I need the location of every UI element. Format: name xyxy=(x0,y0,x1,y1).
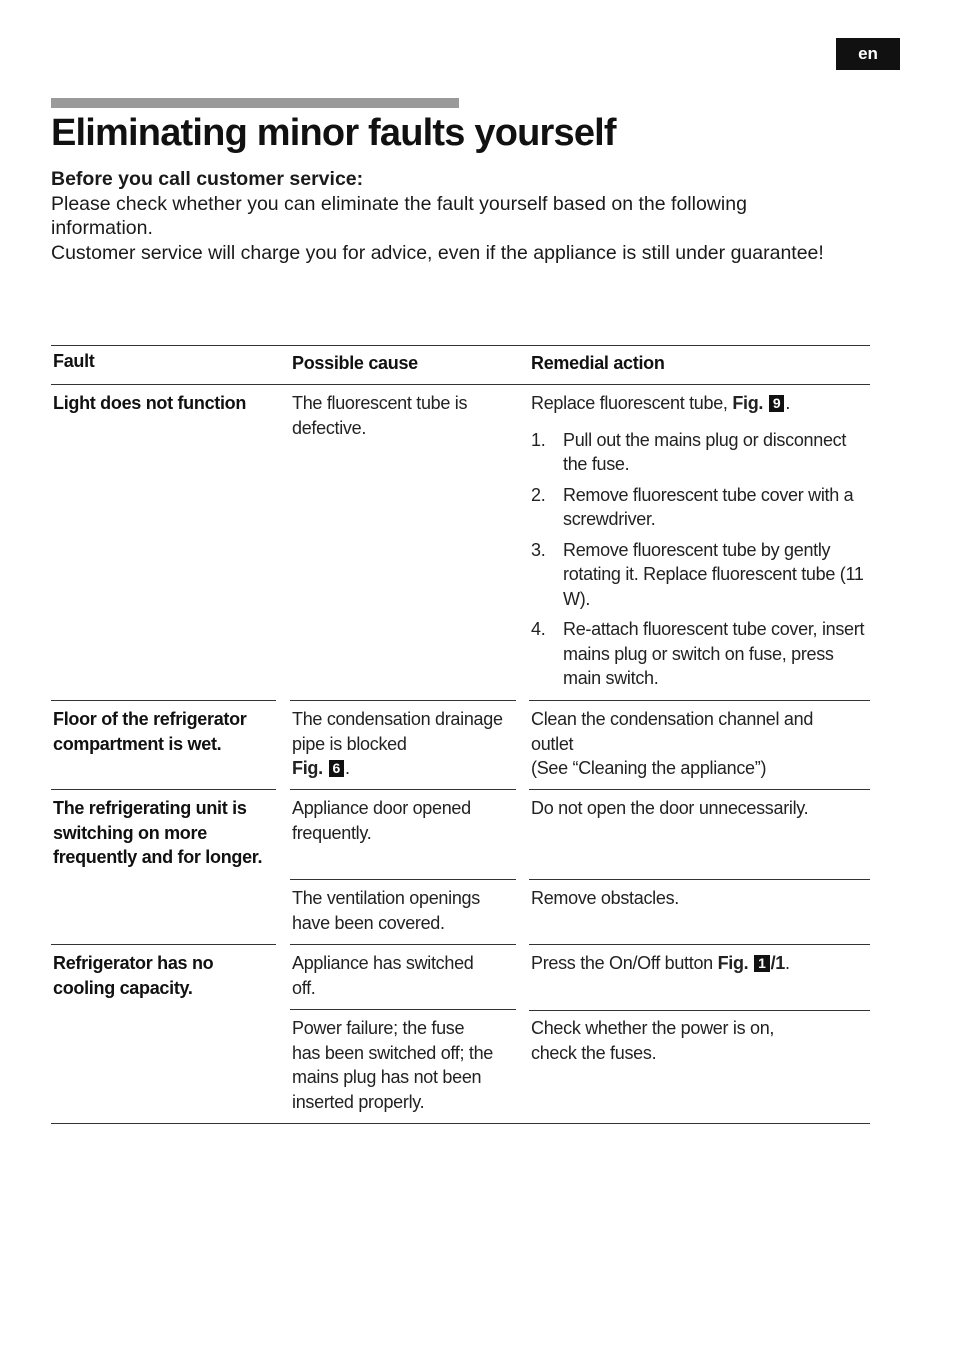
intro-paragraph-2: Customer service will charge you for advice, even if the appliance is still under guarantee! xyxy=(51,241,824,264)
row1-action-intro-text: Replace fluorescent tube, xyxy=(531,393,728,413)
row2-action-line2: (See “Cleaning the appliance”) xyxy=(531,758,767,778)
intro-paragraph-1: Please check whether you can eliminate the fault yourself based on the following information. xyxy=(51,192,747,239)
row3-fault-rule xyxy=(51,944,276,945)
row4a-cause-rule xyxy=(290,1009,516,1010)
row4-action-b: Check whether the power is on, check the fuses. xyxy=(531,1018,775,1063)
table-top-rule xyxy=(51,345,870,346)
header-bottom-rule xyxy=(51,384,870,385)
header-cause: Possible cause xyxy=(292,353,418,373)
row2-fault-rule xyxy=(51,789,276,790)
row2-fault: Floor of the refrigerator compartment is wet. xyxy=(53,709,247,754)
row2-cause-text: The condensation drainage pipe is blocked xyxy=(292,709,503,754)
row4-action-a: Press the On/Off button Fig. 1 /1. xyxy=(531,953,790,973)
row2-action-line1: Clean the condensation channel and outlet xyxy=(531,709,814,754)
page-title: Eliminating minor faults yourself xyxy=(51,112,616,154)
row3-action-a: Do not open the door unnecessarily. xyxy=(531,798,809,818)
row4a-action-rule xyxy=(529,1010,870,1011)
row1-action-rule xyxy=(529,700,870,701)
fig-label: Fig. xyxy=(292,758,323,778)
row3-cause-b: The ventilation openings have been covered. xyxy=(292,888,480,933)
list-item: 1. Pull out the mains plug or disconnect the fuse. xyxy=(531,429,847,474)
row3a-cause-rule xyxy=(290,879,516,880)
row2-cause: The condensation drainage pipe is blocked Fig. 6 . xyxy=(292,709,503,778)
intro-section xyxy=(51,167,851,265)
row2-action-rule xyxy=(529,789,870,790)
row3-action-rule xyxy=(529,944,870,945)
row1-fault: Light does not function xyxy=(53,393,247,413)
row1-fault-rule xyxy=(51,700,276,701)
fig-6-badge: 6 xyxy=(329,760,345,777)
row4-action-a-text: Press the On/Off button xyxy=(531,953,713,973)
row4-cause-b: Power failure; the fuse has been switched off; the mains plug has not been inserted properly. xyxy=(292,1018,494,1112)
header-action: Remedial action xyxy=(531,353,665,373)
row3-cause-a: Appliance door opened frequently. xyxy=(292,798,471,843)
list-item: 4. Re-attach fluorescent tube cover, insert mains plug or switch on fuse, press main switch. xyxy=(531,619,865,688)
list-item: 3. Remove fluorescent tube by gently rotating it. Replace fluorescent tube (11 W). xyxy=(531,539,864,609)
fig-label: Fig. xyxy=(717,953,749,973)
row3-action-b: Remove obstacles. xyxy=(531,888,679,908)
table-bottom-rule xyxy=(51,1123,870,1124)
header-fault: Fault xyxy=(53,351,95,371)
language-tab: en xyxy=(836,38,900,70)
fig-9-badge: 9 xyxy=(769,395,785,412)
row4-cause-a: Appliance has switched off. xyxy=(292,953,474,998)
fig-1-badge: 1 xyxy=(754,955,770,972)
row1-action-intro: Replace fluorescent tube, Fig. 9 . xyxy=(531,393,791,413)
title-decoration-bar xyxy=(51,98,459,108)
row2-action xyxy=(531,707,851,781)
row3-cause-rule xyxy=(290,944,516,945)
row3a-action-rule xyxy=(529,879,870,880)
fig-1-suffix: /1 xyxy=(770,953,785,973)
row2-cause-rule xyxy=(290,789,516,790)
row1-cause-rule xyxy=(290,700,516,701)
fig-label: Fig. xyxy=(732,393,764,413)
row4-fault: Refrigerator has no cooling capacity. xyxy=(53,953,214,998)
fault-table xyxy=(51,345,870,1125)
intro-subhead: Before you call customer service: xyxy=(51,168,364,190)
row1-action xyxy=(531,391,866,697)
list-item: 2. Remove fluorescent tube cover with a screwdriver. xyxy=(531,484,854,529)
row1-cause: The fluorescent tube is defective. xyxy=(292,393,468,438)
row1-steps-list xyxy=(531,428,866,691)
row3-fault: The refrigerating unit is switching on more frequently and for longer. xyxy=(53,798,263,867)
